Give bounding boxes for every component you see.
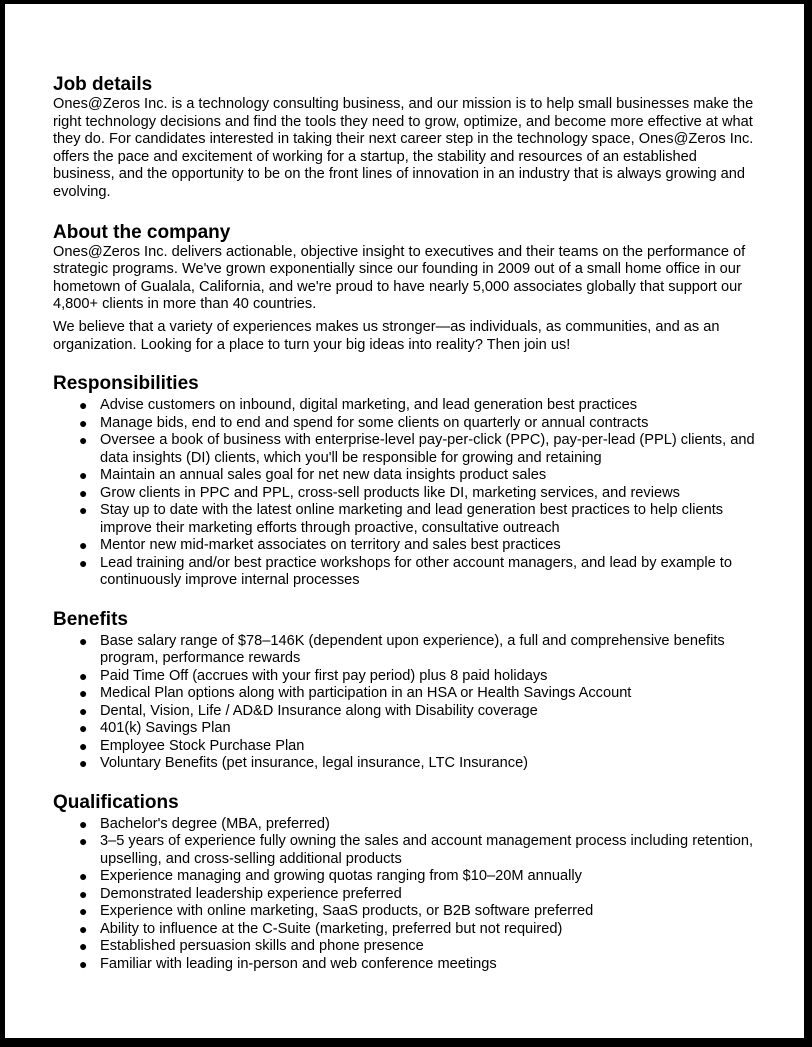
list-item-text: Oversee a book of business with enterprise-level pay-per-click (PPC), pay-per-lead (PPL) clients, and data insights (DI) clients, which you'll be responsible for growing and retaining <box>100 432 755 466</box>
benefits-section <box>53 609 759 773</box>
benefits-list <box>53 633 759 773</box>
bullet-icon: ● <box>79 885 88 902</box>
list-item-text: Voluntary Benefits (pet insurance, legal insurance, LTC Insurance) <box>100 755 529 772</box>
bullet-icon: ● <box>79 685 88 702</box>
qualifications-list <box>53 816 759 974</box>
bullet-icon: ● <box>79 467 88 484</box>
list-item <box>53 816 759 834</box>
list-item <box>53 415 759 433</box>
list-item-text: Base salary range of $78–146K (dependent upon experience), a full and comprehensive benefits program, performance rewards <box>100 632 725 667</box>
list-item-text: 3–5 years of experience fully owning the sales and account management process including retention, upselling, and cross-selling additional products <box>100 833 754 867</box>
list-item <box>53 738 759 756</box>
bullet-icon: ● <box>79 903 88 920</box>
about-company-paragraph: Ones@Zeros Inc. delivers actionable, objective insight to executives and their teams on the performance of strategic programs. We've grown exponentially since our founding in 2009 out of a small home office in our hometown of Gualala, California, and we're proud to have nearly 5,000 associates globally that support our 4,800+ clients in more than 40 countries. <box>53 243 746 313</box>
list-item-text: Familiar with leading in-person and web conference meetings <box>100 955 497 972</box>
list-item <box>53 903 759 921</box>
list-item <box>53 868 759 886</box>
list-item <box>53 485 759 503</box>
qualifications-section <box>53 792 759 974</box>
list-item-text: 401(k) Savings Plan <box>100 720 231 737</box>
responsibilities-section <box>53 373 759 590</box>
bullet-icon: ● <box>79 737 88 754</box>
list-item <box>53 938 759 956</box>
list-item-text: Grow clients in PPC and PPL, cross-sell products like DI, marketing services, and reviews <box>100 484 680 501</box>
list-item <box>53 833 759 868</box>
list-item-text: Stay up to date with the latest online marketing and lead generation best practices to help clients improve their marketing efforts through proactive, consultative outreach <box>100 502 724 536</box>
list-item <box>53 555 759 590</box>
list-item-text: Lead training and/or best practice workshops for other account managers, and lead by example to continuously improve internal processes <box>100 554 732 589</box>
list-item-text: Advise customers on inbound, digital marketing, and lead generation best practices <box>100 397 638 414</box>
list-item-text: Established persuasion skills and phone presence <box>100 938 424 955</box>
bullet-icon: ● <box>79 920 88 937</box>
list-item-text: Experience with online marketing, SaaS products, or B2B software preferred <box>100 903 594 920</box>
list-item <box>53 956 759 974</box>
list-item <box>53 886 759 904</box>
list-item <box>53 755 759 773</box>
bullet-icon: ● <box>79 397 88 414</box>
bullet-icon: ● <box>79 868 88 885</box>
bullet-icon: ● <box>79 720 88 737</box>
list-item <box>53 720 759 738</box>
list-item-text: Employee Stock Purchase Plan <box>100 737 305 754</box>
bullet-icon: ● <box>79 554 88 571</box>
responsibilities-list <box>53 397 759 590</box>
responsibilities-heading: Responsibilities <box>53 373 199 395</box>
bullet-icon: ● <box>79 667 88 684</box>
benefits-heading: Benefits <box>53 608 128 630</box>
job-details-paragraph: Ones@Zeros Inc. is a technology consulting business, and our mission is to help small businesses make the right technology decisions and find the tools they need to grow, optimize, and become more effective at what they do. For candidates interested in taking their next career step in the technology space, Ones@Zeros Inc. offers the pace and excitement of working for a startup, the stability and resources of an established business, and the opportunity to be on the front lines of innovation in an industry that is always growing and evolving. <box>53 96 754 200</box>
list-item <box>53 502 759 537</box>
job-details-heading: Job details <box>53 74 153 95</box>
list-item <box>53 432 759 467</box>
list-item <box>53 537 759 555</box>
bullet-icon: ● <box>79 702 88 719</box>
list-item-text: Mentor new mid-market associates on territory and sales best practices <box>100 537 561 554</box>
bullet-icon: ● <box>79 414 88 431</box>
list-item-text: Paid Time Off (accrues with your first pay period) plus 8 paid holidays <box>100 667 548 684</box>
bullet-icon: ● <box>79 955 88 972</box>
list-item-text: Bachelor's degree (MBA, preferred) <box>100 815 330 832</box>
about-company-paragraph: We believe that a variety of experiences makes us stronger—as individuals, as communities, and as an organization. Looking for a place to turn your big ideas into reality? Then join us! <box>53 318 720 353</box>
list-item <box>53 467 759 485</box>
document-page <box>5 4 804 1038</box>
bullet-icon: ● <box>79 815 88 832</box>
list-item <box>53 397 759 415</box>
list-item <box>53 703 759 721</box>
bullet-icon: ● <box>79 632 88 649</box>
list-item <box>53 633 759 668</box>
bullet-icon: ● <box>79 484 88 501</box>
bullet-icon: ● <box>79 537 88 554</box>
list-item-text: Maintain an annual sales goal for net new data insights product sales <box>100 467 547 484</box>
list-item-text: Demonstrated leadership experience preferred <box>100 885 402 902</box>
list-item <box>53 685 759 703</box>
bullet-icon: ● <box>79 502 88 519</box>
list-item <box>53 921 759 939</box>
list-item-text: Dental, Vision, Life / AD&D Insurance along with Disability coverage <box>100 702 538 719</box>
list-item-text: Ability to influence at the C-Suite (marketing, preferred but not required) <box>100 920 563 937</box>
qualifications-heading: Qualifications <box>53 791 179 813</box>
document-content <box>53 74 759 973</box>
list-item <box>53 668 759 686</box>
about-company-section <box>53 222 759 355</box>
list-item-text: Experience managing and growing quotas ranging from $10–20M annually <box>100 868 582 885</box>
bullet-icon: ● <box>79 755 88 772</box>
bullet-icon: ● <box>79 833 88 850</box>
list-item-text: Medical Plan options along with participation in an HSA or Health Savings Account <box>100 685 632 702</box>
job-details-section <box>53 74 759 202</box>
list-item-text: Manage bids, end to end and spend for some clients on quarterly or annual contracts <box>100 414 649 431</box>
bullet-icon: ● <box>79 432 88 449</box>
about-company-heading: About the company <box>53 221 231 243</box>
bullet-icon: ● <box>79 938 88 955</box>
